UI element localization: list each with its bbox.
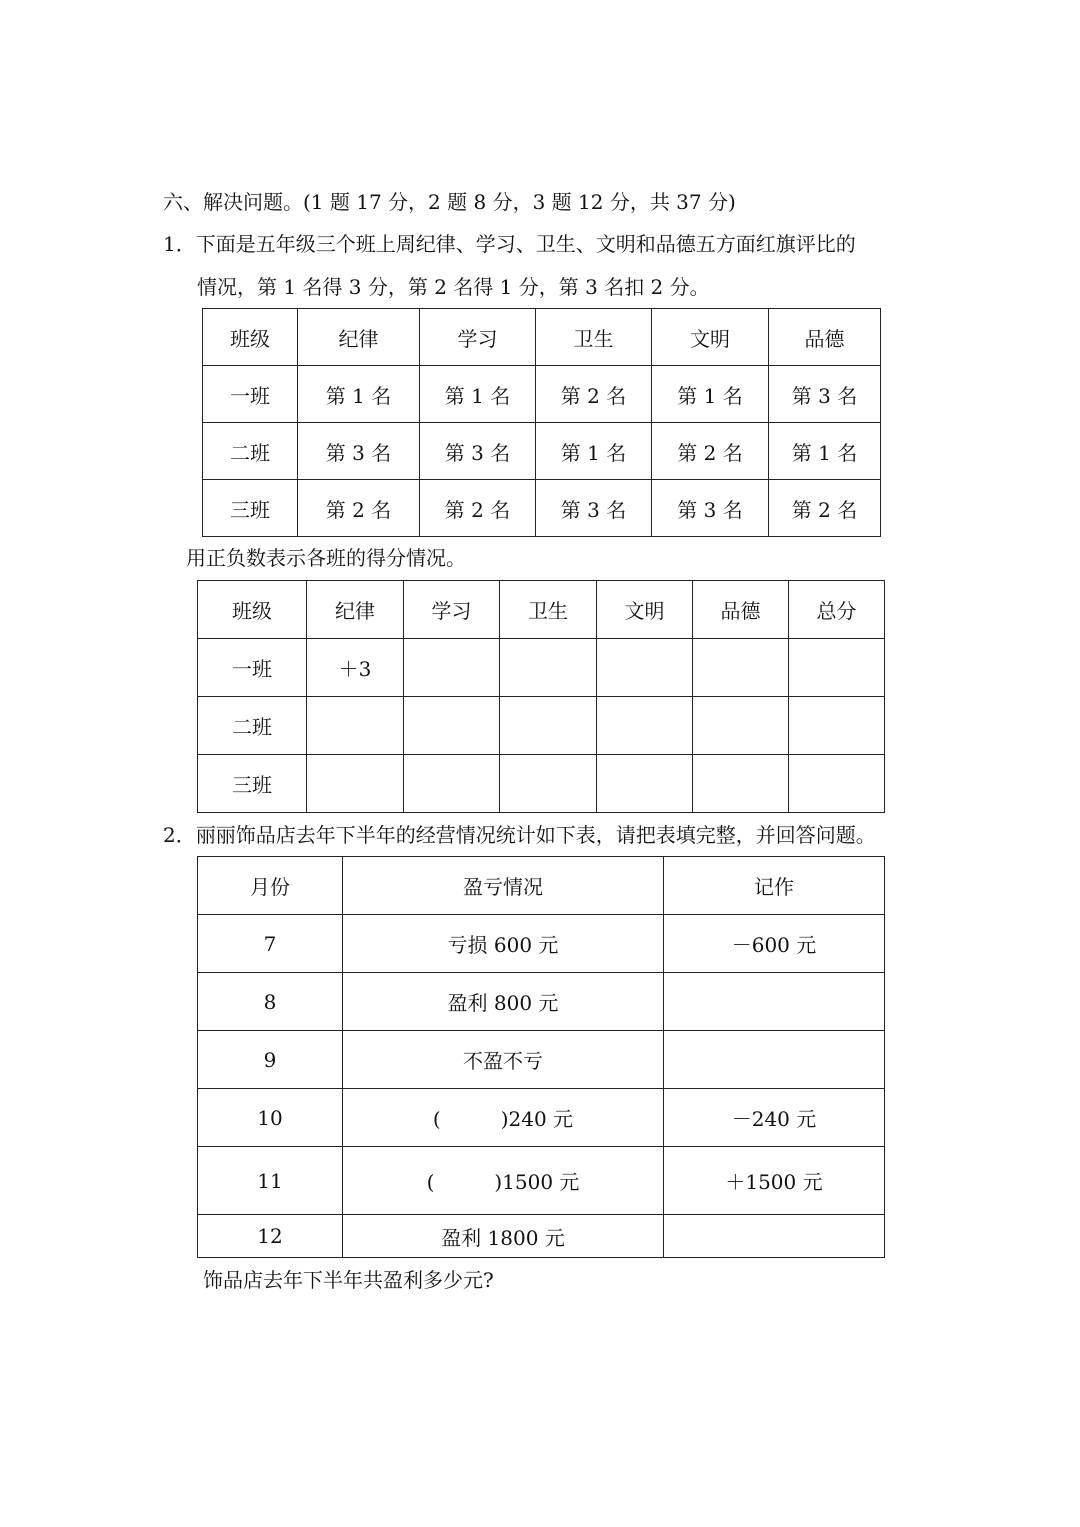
- header-cell: 品德: [769, 309, 881, 366]
- answer-cell: [693, 755, 789, 813]
- header-cell: 月份: [198, 857, 343, 915]
- ranking-table: [202, 308, 881, 537]
- table-cell: 第 1 名: [298, 366, 420, 423]
- answer-cell: [500, 755, 597, 813]
- header-cell: 盈亏情况: [343, 857, 664, 915]
- header-cell: 纪律: [307, 581, 404, 639]
- table-cell: 不盈不亏: [343, 1031, 664, 1089]
- answer-cell: [500, 697, 597, 755]
- fill-blank-cell: ( )240 元: [343, 1089, 664, 1147]
- header-cell: 班级: [198, 581, 307, 639]
- profit-table: [197, 856, 885, 1258]
- table-cell: －600 元: [664, 915, 885, 973]
- table-cell: 一班: [198, 639, 307, 697]
- q1-text-line1: 1．下面是五年级三个班上周纪律、学习、卫生、文明和品德五方面红旗评比的: [163, 232, 856, 256]
- table-cell: 第 2 名: [769, 480, 881, 537]
- table-cell: 盈利 800 元: [343, 973, 664, 1031]
- header-cell: 总分: [789, 581, 885, 639]
- table-cell: 亏损 600 元: [343, 915, 664, 973]
- answer-cell: [597, 639, 693, 697]
- answer-cell: [789, 639, 885, 697]
- table-cell: ＋1500 元: [664, 1147, 885, 1215]
- table-cell: 8: [198, 973, 343, 1031]
- table-cell: 二班: [198, 697, 307, 755]
- header-cell: 文明: [652, 309, 769, 366]
- table-cell: 第 3 名: [298, 423, 420, 480]
- table-row: [198, 1031, 885, 1089]
- table-row: [198, 697, 885, 755]
- answer-cell: [664, 1215, 885, 1258]
- score-header-row: [198, 581, 885, 639]
- section-heading: 六、解决问题。(1 题 17 分，2 题 8 分，3 题 12 分，共 37 分): [163, 190, 736, 214]
- score-table: [197, 580, 885, 813]
- table-cell: 第 3 名: [652, 480, 769, 537]
- answer-cell: [404, 697, 500, 755]
- table-cell: 第 3 名: [769, 366, 881, 423]
- fill-blank-cell: ( )1500 元: [343, 1147, 664, 1215]
- table-row: [198, 1215, 885, 1258]
- answer-cell: [597, 697, 693, 755]
- table-cell: ＋3: [307, 639, 404, 697]
- table-row: [198, 915, 885, 973]
- table-row: [198, 973, 885, 1031]
- answer-cell: [307, 697, 404, 755]
- table-row: [203, 423, 881, 480]
- table-cell: 第 3 名: [536, 480, 652, 537]
- table-cell: 第 1 名: [420, 366, 536, 423]
- profit-header-row: [198, 857, 885, 915]
- answer-cell: [693, 697, 789, 755]
- answer-cell: [404, 639, 500, 697]
- table-row: [198, 1089, 885, 1147]
- table-cell: 10: [198, 1089, 343, 1147]
- q1-text-line2: 情况，第 1 名得 3 分，第 2 名得 1 分，第 3 名扣 2 分。: [197, 275, 710, 299]
- answer-cell: [693, 639, 789, 697]
- table-row: [203, 480, 881, 537]
- q1-instruction: 用正负数表示各班的得分情况。: [186, 546, 466, 570]
- table-cell: 11: [198, 1147, 343, 1215]
- answer-cell: [500, 639, 597, 697]
- header-cell: 班级: [203, 309, 298, 366]
- table-cell: 三班: [198, 755, 307, 813]
- answer-cell: [597, 755, 693, 813]
- q2-text-line1: 2．丽丽饰品店去年下半年的经营情况统计如下表，请把表填完整，并回答问题。: [163, 823, 876, 847]
- table-cell: 第 2 名: [420, 480, 536, 537]
- answer-cell: [789, 697, 885, 755]
- header-cell: 卫生: [500, 581, 597, 639]
- q2-question: 饰品店去年下半年共盈利多少元?: [203, 1268, 494, 1292]
- header-cell: 纪律: [298, 309, 420, 366]
- table-cell: 第 2 名: [652, 423, 769, 480]
- table-cell: 第 1 名: [536, 423, 652, 480]
- table-cell: 第 2 名: [536, 366, 652, 423]
- answer-cell: [789, 755, 885, 813]
- table-cell: 盈利 1800 元: [343, 1215, 664, 1258]
- answer-cell: [307, 755, 404, 813]
- header-cell: 记作: [664, 857, 885, 915]
- header-cell: 学习: [404, 581, 500, 639]
- answer-cell: [664, 1031, 885, 1089]
- table-cell: 第 3 名: [420, 423, 536, 480]
- table-cell: 12: [198, 1215, 343, 1258]
- answer-cell: [404, 755, 500, 813]
- table-cell: 二班: [203, 423, 298, 480]
- ranking-header-row: [203, 309, 881, 366]
- table-cell: 第 1 名: [652, 366, 769, 423]
- table-cell: 三班: [203, 480, 298, 537]
- table-row: [198, 1147, 885, 1215]
- table-row: [203, 366, 881, 423]
- header-cell: 品德: [693, 581, 789, 639]
- table-cell: 9: [198, 1031, 343, 1089]
- table-cell: 第 1 名: [769, 423, 881, 480]
- table-cell: 第 2 名: [298, 480, 420, 537]
- header-cell: 卫生: [536, 309, 652, 366]
- header-cell: 文明: [597, 581, 693, 639]
- table-row: [198, 755, 885, 813]
- answer-cell: [664, 973, 885, 1031]
- table-cell: 一班: [203, 366, 298, 423]
- table-cell: 7: [198, 915, 343, 973]
- table-cell: －240 元: [664, 1089, 885, 1147]
- header-cell: 学习: [420, 309, 536, 366]
- table-row: [198, 639, 885, 697]
